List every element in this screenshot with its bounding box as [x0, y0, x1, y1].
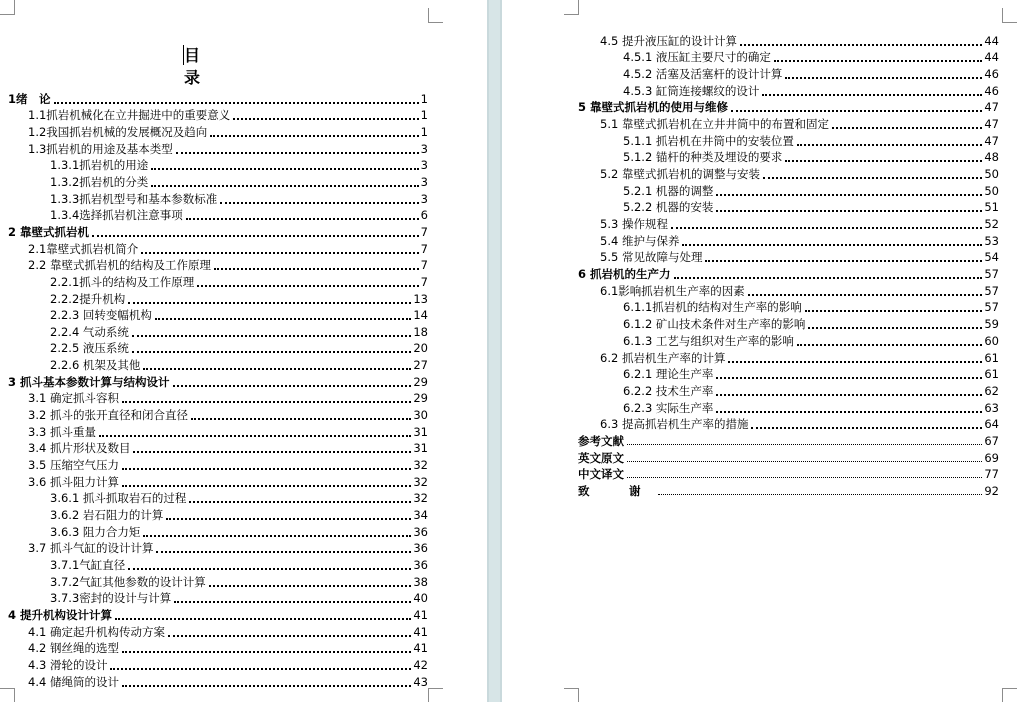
toc-dot-leader	[132, 350, 411, 353]
toc-page-number: 46	[984, 83, 999, 98]
toc-entry-title: 4.4 储绳筒的设计	[28, 674, 119, 689]
toc-page-number: 46	[984, 66, 999, 81]
toc-entry-title: 5.5 常见故障与处理	[600, 250, 703, 265]
toc-page-number: 77	[984, 467, 999, 482]
toc-page-number: 41	[413, 624, 428, 639]
toc-entry[interactable]	[600, 215, 999, 232]
toc-entry-title: 3.6.2 岩石阻力的计算	[50, 508, 164, 523]
toc-page-number: 3	[420, 174, 428, 189]
toc-dot-leader	[797, 143, 982, 146]
toc-entry[interactable]	[50, 273, 428, 290]
toc-entry[interactable]	[8, 90, 428, 107]
toc-entry-title: 5.3 操作规程	[600, 217, 668, 232]
toc-entry-title: 1绪 论	[8, 91, 51, 106]
toc-entry[interactable]	[623, 332, 999, 349]
crop-mark-bottom-right	[428, 688, 443, 702]
toc-entry[interactable]	[600, 232, 999, 249]
toc-entry[interactable]	[28, 640, 428, 657]
toc-entry[interactable]	[50, 307, 428, 324]
toc-entry[interactable]	[578, 449, 999, 466]
toc-page-number: 67	[984, 433, 999, 448]
toc-page-number: 59	[984, 317, 999, 332]
toc-page-number: 31	[413, 424, 428, 439]
toc-entry[interactable]	[28, 140, 428, 157]
toc-entry[interactable]	[50, 190, 428, 207]
toc-page-number: 64	[984, 417, 999, 432]
toc-page-number: 1	[420, 91, 428, 106]
toc-dot-leader	[748, 293, 983, 296]
toc-dot-leader	[143, 367, 411, 370]
toc-entry[interactable]	[28, 457, 428, 474]
toc-entry-title: 1.3.3抓岩机型号和基本参数标准	[50, 191, 218, 206]
toc-entry[interactable]	[578, 266, 999, 283]
toc-entry-title: 致 谢	[578, 483, 655, 498]
toc-entry[interactable]	[28, 407, 428, 424]
crop-mark-top-left	[0, 0, 15, 15]
toc-dot-leader	[168, 634, 411, 637]
toc-dot-leader	[151, 184, 418, 187]
toc-entry-title: 2.2.2提升机构	[50, 291, 126, 306]
toc-dot-leader	[658, 493, 983, 495]
toc-dot-leader	[54, 101, 419, 104]
toc-page-number: 7	[420, 224, 428, 239]
toc-dot-leader	[731, 109, 982, 112]
toc-entry[interactable]	[50, 340, 428, 357]
toc-page-number: 42	[413, 658, 428, 673]
toc-dot-leader	[627, 460, 982, 462]
toc-entry-title: 2 靠壁式抓岩机	[8, 224, 90, 239]
toc-page-number: 53	[984, 233, 999, 248]
toc-page-number: 7	[420, 241, 428, 256]
toc-entry[interactable]	[50, 507, 428, 524]
toc-dot-leader	[189, 500, 411, 503]
toc-page-number: 3	[420, 191, 428, 206]
crop-mark-top-right	[1002, 8, 1017, 23]
toc-page-number: 34	[413, 508, 428, 523]
toc-entry[interactable]	[28, 656, 428, 673]
toc-entry[interactable]	[600, 32, 999, 49]
toc-entry-title: 6 抓岩机的生产力	[578, 267, 671, 282]
toc-entry[interactable]	[28, 623, 428, 640]
toc-dot-leader	[197, 284, 418, 287]
toc-page-number: 32	[413, 458, 428, 473]
toc-entry-title: 4.5.1 液压缸主要尺寸的确定	[623, 50, 771, 65]
crop-mark-top-right	[428, 8, 443, 23]
toc-page-number: 38	[413, 574, 428, 589]
toc-entry[interactable]	[578, 432, 999, 449]
toc-entry-title: 5.1.2 锚杆的种类及埋设的要求	[623, 150, 783, 165]
toc-page-number: 61	[984, 350, 999, 365]
toc-dot-leader	[115, 617, 411, 620]
toc-dot-leader	[762, 93, 982, 96]
toc-page-number: 31	[413, 441, 428, 456]
toc-dot-leader	[92, 234, 419, 237]
toc-dot-leader	[173, 384, 412, 387]
toc-entry[interactable]	[623, 199, 999, 216]
toc-entry[interactable]	[50, 590, 428, 607]
toc-page-number: 47	[984, 100, 999, 115]
crop-mark-bottom-left	[564, 688, 579, 702]
toc-dot-leader	[143, 534, 411, 537]
toc-dot-leader	[682, 243, 982, 246]
crop-mark-top-left	[564, 0, 579, 15]
toc-dot-leader	[705, 259, 982, 262]
page-gutter	[487, 0, 502, 702]
toc-page-number: 27	[413, 358, 428, 373]
toc-entry[interactable]	[8, 606, 428, 623]
toc-dot-leader	[671, 226, 982, 229]
toc-dot-leader	[716, 209, 982, 212]
toc-entry-title: 4.1 确定起升机构传动方案	[28, 624, 165, 639]
toc-entry-title: 5.1.1 抓岩机在井筒中的安装位置	[623, 133, 794, 148]
toc-page-number: 36	[413, 541, 428, 556]
toc-entry[interactable]	[50, 290, 428, 307]
toc-entry[interactable]	[50, 573, 428, 590]
toc-entry-title: 3.2 抓斗的张开直径和闭合直径	[28, 408, 188, 423]
toc-entry-title: 2.2.5 液压系统	[50, 341, 129, 356]
toc-dot-leader	[627, 443, 982, 445]
toc-entry[interactable]	[623, 366, 999, 383]
toc-dot-leader	[805, 309, 983, 312]
toc-page-number: 3	[420, 141, 428, 156]
toc-entry-title: 5.1 靠壁式抓岩机在立井井筒中的布置和固定	[600, 116, 829, 131]
toc-entry[interactable]	[50, 207, 428, 224]
toc-entry-title: 1.3.2抓岩机的分类	[50, 174, 149, 189]
toc-page-number: 41	[413, 608, 428, 623]
toc-dot-leader	[174, 600, 411, 603]
toc-page-number: 44	[984, 33, 999, 48]
toc-dot-leader	[122, 650, 411, 653]
toc-page-number: 44	[984, 50, 999, 65]
toc-entry-title: 5.4 维护与保养	[600, 233, 680, 248]
toc-entry-title: 4.3 滑轮的设计	[28, 658, 108, 673]
toc-entry-title: 3.6.1 抓斗抓取岩石的过程	[50, 491, 187, 506]
toc-page-number: 7	[420, 274, 428, 289]
toc-page-number: 29	[413, 391, 428, 406]
toc-entry[interactable]	[623, 399, 999, 416]
toc-entry-title: 4 提升机构设计计算	[8, 608, 113, 623]
toc-entry[interactable]	[28, 390, 428, 407]
toc-dot-leader	[133, 450, 411, 453]
toc-dot-leader	[728, 360, 982, 363]
toc-page-number: 50	[984, 183, 999, 198]
toc-entry-title: 6.2 抓岩机生产率的计算	[600, 350, 726, 365]
toc-page-number: 61	[984, 367, 999, 382]
toc-entry[interactable]	[623, 316, 999, 333]
toc-entry-title: 1.3.4选择抓岩机注意事项	[50, 208, 183, 223]
toc-entry[interactable]	[28, 473, 428, 490]
toc-dot-leader	[141, 251, 418, 254]
toc-page-number: 52	[984, 217, 999, 232]
toc-page-number: 60	[984, 333, 999, 348]
toc-entry[interactable]	[578, 482, 999, 499]
toc-entry-title: 1.1抓岩机械化在立井掘进中的重要意义	[28, 108, 231, 123]
toc-entry-title: 6.1.3 工艺与组织对生产率的影响	[623, 333, 794, 348]
toc-page-number: 54	[984, 250, 999, 265]
toc-entry[interactable]	[600, 282, 999, 299]
toc-page-number: 14	[413, 308, 428, 323]
toc-entry[interactable]	[600, 165, 999, 182]
toc-entry-title: 6.1影响抓岩机生产率的因素	[600, 283, 745, 298]
toc-dot-leader	[128, 567, 411, 570]
toc-entry-title: 3.5 压缩空气压力	[28, 458, 119, 473]
toc-entry[interactable]	[578, 466, 999, 483]
toc-entry-title: 6.2.1 理论生产率	[623, 367, 714, 382]
toc-entry[interactable]	[28, 440, 428, 457]
toc-entry[interactable]	[578, 99, 999, 116]
document-page-left	[0, 0, 487, 702]
toc-entry-title: 4.5 提升液压缸的设计计算	[600, 33, 737, 48]
toc-entry[interactable]	[623, 382, 999, 399]
toc-page-number: 47	[984, 133, 999, 148]
toc-dot-leader	[122, 467, 411, 470]
toc-page-number: 18	[413, 324, 428, 339]
toc-dot-leader	[785, 159, 982, 162]
toc-entry[interactable]	[623, 149, 999, 166]
toc-entry[interactable]	[623, 49, 999, 66]
toc-entry[interactable]	[623, 299, 999, 316]
toc-page-number: 13	[413, 291, 428, 306]
toc-entry[interactable]	[28, 107, 428, 124]
toc-dot-leader	[151, 167, 418, 170]
toc-entry-title: 5.2.2 机器的安装	[623, 200, 714, 215]
toc-dot-leader	[233, 117, 418, 120]
toc-page-number: 62	[984, 383, 999, 398]
toc-dot-leader	[176, 151, 419, 154]
toc-entry-title: 3.6 抓斗阻力计算	[28, 474, 119, 489]
toc-entry[interactable]	[28, 540, 428, 557]
toc-dot-leader	[674, 276, 983, 279]
toc-page-number: 7	[420, 258, 428, 273]
crop-mark-bottom-right	[1002, 688, 1017, 702]
toc-page-number: 63	[984, 400, 999, 415]
toc-entry-title: 5.2 靠壁式抓岩机的调整与安装	[600, 167, 760, 182]
toc-entry-title: 3 抓斗基本参数计算与结构设计	[8, 374, 170, 389]
toc-page-number: 3	[420, 158, 428, 173]
toc-entry-title: 3.4 抓片形状及数目	[28, 441, 131, 456]
toc-dot-leader	[716, 193, 982, 196]
toc-entry[interactable]	[623, 82, 999, 99]
toc-entry-title: 3.6.3 阻力合力矩	[50, 524, 141, 539]
toc-entry-title: 2.2.3 回转变幅机构	[50, 308, 152, 323]
toc-dot-leader	[191, 417, 411, 420]
toc-page-number: 36	[413, 524, 428, 539]
toc-dot-leader	[156, 550, 411, 553]
toc-entry-title: 2.2 靠壁式抓岩机的结构及工作原理	[28, 258, 211, 273]
toc-entry-title: 3.7.1气缸直径	[50, 558, 126, 573]
toc-dot-leader	[214, 267, 419, 270]
toc-page-number: 50	[984, 167, 999, 182]
toc-title: 目 录	[184, 46, 257, 87]
toc-entry-title: 6.3 提高抓岩机生产率的措施	[600, 417, 749, 432]
toc-dot-leader	[808, 326, 982, 329]
toc-entry-title: 3.7 抓斗气缸的设计计算	[28, 541, 154, 556]
toc-dot-leader	[122, 684, 411, 687]
toc-entry[interactable]	[50, 523, 428, 540]
toc-page-number: 57	[984, 267, 999, 282]
toc-entry-title: 4.5.3 缸筒连接螺纹的设计	[623, 83, 760, 98]
toc-page-number: 47	[984, 116, 999, 131]
toc-entry-title: 6.2.3 实际生产率	[623, 400, 714, 415]
toc-entry[interactable]	[28, 673, 428, 690]
toc-page-number: 30	[413, 408, 428, 423]
toc-entry-title: 3.1 确定抓斗容积	[28, 391, 119, 406]
toc-entry-title: 参考文献	[578, 433, 624, 448]
toc-page-number: 20	[413, 341, 428, 356]
toc-entry-title: 5 靠壁式抓岩机的使用与维修	[578, 100, 729, 115]
toc-dot-leader	[740, 43, 982, 46]
toc-page-number: 32	[413, 474, 428, 489]
toc-page-number: 40	[413, 591, 428, 606]
toc-entry-title: 3.7.3密封的设计与计算	[50, 591, 172, 606]
toc-entry-title: 2.2.1抓斗的结构及工作原理	[50, 274, 195, 289]
toc-page-number: 6	[420, 208, 428, 223]
toc-page-number: 36	[413, 558, 428, 573]
toc-page-number: 57	[984, 300, 999, 315]
toc-entry[interactable]	[623, 65, 999, 82]
toc-dot-leader	[832, 126, 982, 129]
toc-dot-leader	[763, 176, 982, 179]
toc-entry[interactable]	[623, 132, 999, 149]
toc-dot-leader	[155, 317, 411, 320]
toc-entry[interactable]	[50, 357, 428, 374]
toc-entry[interactable]	[28, 257, 428, 274]
toc-page-number: 69	[984, 450, 999, 465]
toc-entry-title: 3.3 抓斗重量	[28, 424, 96, 439]
toc-entry[interactable]	[600, 349, 999, 366]
toc-entry[interactable]	[28, 240, 428, 257]
toc-entry-title: 3.7.2气缸其他参数的设计计算	[50, 574, 206, 589]
toc-entry-title: 2.1靠壁式抓岩机简介	[28, 241, 139, 256]
toc-dot-leader	[132, 334, 411, 337]
toc-entry[interactable]	[50, 556, 428, 573]
crop-mark-bottom-left	[0, 688, 15, 702]
document-page-right	[502, 0, 1019, 702]
toc-dot-leader	[99, 434, 411, 437]
toc-dot-leader	[122, 400, 411, 403]
toc-entry[interactable]	[600, 115, 999, 132]
toc-entry-title: 4.5.2 活塞及活塞杆的设计计算	[623, 66, 783, 81]
toc-dot-leader	[716, 376, 982, 379]
toc-dot-leader	[785, 76, 982, 79]
toc-entry-title: 4.2 钢丝绳的选型	[28, 641, 119, 656]
toc-page-number: 48	[984, 150, 999, 165]
toc-entry[interactable]	[28, 423, 428, 440]
toc-entry-title: 6.1.1抓岩机的结构对生产率的影响	[623, 300, 802, 315]
toc-dot-leader	[627, 476, 982, 478]
toc-dot-leader	[210, 134, 418, 137]
toc-page-number: 32	[413, 491, 428, 506]
toc-entry-title: 6.1.2 矿山技术条件对生产率的影响	[623, 317, 806, 332]
toc-entry-title: 1.3.1抓岩机的用途	[50, 158, 149, 173]
toc-entry[interactable]	[623, 182, 999, 199]
toc-entry-title: 1.2我国抓岩机械的发展概况及趋向	[28, 124, 208, 139]
toc-entry[interactable]	[28, 123, 428, 140]
toc-dot-leader	[166, 517, 411, 520]
toc-entry[interactable]	[8, 373, 428, 390]
toc-page-number: 41	[413, 641, 428, 656]
toc-entry-title: 1.3抓岩机的用途及基本类型	[28, 141, 173, 156]
toc-dot-leader	[122, 484, 411, 487]
toc-entry[interactable]	[50, 323, 428, 340]
toc-dot-leader	[797, 343, 982, 346]
toc-dot-leader	[716, 410, 982, 413]
toc-entry-title: 英文原文	[578, 450, 624, 465]
toc-page-number: 1	[420, 124, 428, 139]
toc-dot-leader	[186, 217, 419, 220]
toc-page-number: 29	[413, 374, 428, 389]
toc-dot-leader	[110, 667, 411, 670]
toc-page-number: 57	[984, 283, 999, 298]
toc-dot-leader	[128, 301, 411, 304]
toc-dot-leader	[716, 393, 982, 396]
toc-entry-title: 2.2.6 机架及其他	[50, 358, 141, 373]
toc-entry-title: 2.2.4 气动系统	[50, 324, 129, 339]
toc-page-number: 51	[984, 200, 999, 215]
toc-entry[interactable]	[50, 173, 428, 190]
toc-entry-title: 5.2.1 机器的调整	[623, 183, 714, 198]
toc-entry[interactable]	[600, 416, 999, 433]
toc-entry-title: 6.2.2 技术生产率	[623, 383, 714, 398]
toc-dot-leader	[209, 584, 412, 587]
toc-entry[interactable]	[8, 223, 428, 240]
toc-page-number: 43	[413, 674, 428, 689]
toc-page-number: 1	[420, 108, 428, 123]
toc-dot-leader	[774, 59, 982, 62]
toc-dot-leader	[220, 201, 418, 204]
toc-page-number: 92	[984, 483, 999, 498]
toc-entry[interactable]	[50, 490, 428, 507]
toc-dot-leader	[751, 426, 982, 429]
toc-entry-title: 中文译文	[578, 467, 624, 482]
toc-entry[interactable]	[50, 157, 428, 174]
toc-entry[interactable]	[600, 249, 999, 266]
